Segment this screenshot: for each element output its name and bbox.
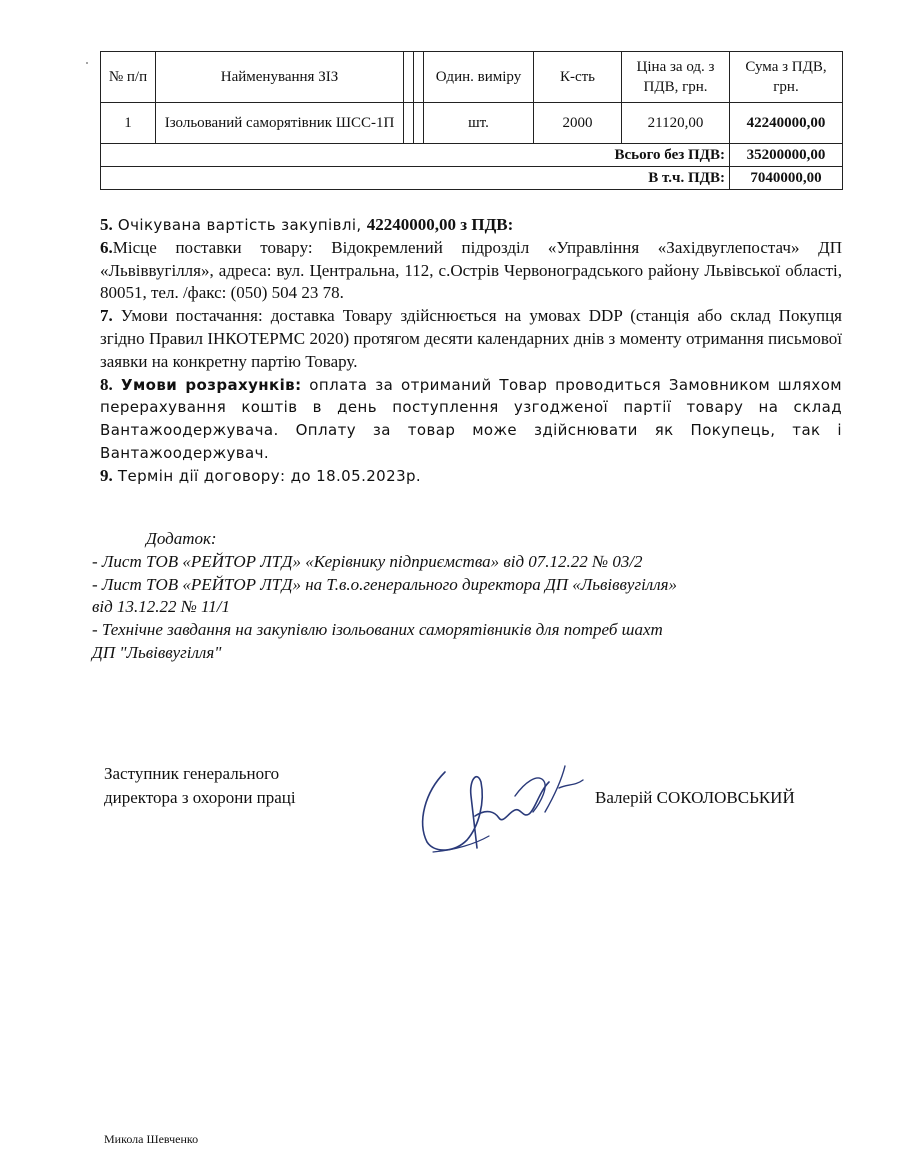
section-6-number: 6.	[100, 237, 113, 257]
contract-terms	[100, 214, 842, 488]
appendix-item: ДП "Львіввугілля"	[92, 642, 222, 662]
section-6	[100, 237, 842, 305]
cell-unit: шт.	[424, 103, 534, 144]
signatory-position-line-2: директора з охорони праці	[104, 788, 296, 807]
table-header-row	[101, 52, 843, 103]
vat-value: 7040000,00	[730, 167, 843, 190]
scan-speck	[86, 62, 88, 64]
section-7-number: 7.	[100, 306, 113, 326]
section-8-number: 8.	[100, 374, 113, 394]
section-8-text: оплата за отриманий Товар проводиться Замовником шляхом перерахування коштів в день поступлення узгодженої партії товару на склад Вантажоодержувача. Оплату за товар може здійснювати як Покупець, так і Вантажоодержувач.	[100, 375, 842, 462]
section-7-text: Умови постачання: доставка Товару здійснюється на умовах DDP (станція або склад Покупця згідно Правил ІНКОТЕРМС 2020) протягом десяти календарних днів з моменту отримання письмової заявки на конкретну партію Товару.	[100, 306, 842, 371]
items-table-wrapper	[100, 51, 842, 190]
total-without-vat-row	[101, 144, 843, 167]
header-sum: Сума з ПДВ, грн.	[730, 52, 843, 103]
appendix-title: Додаток:	[146, 529, 217, 548]
vat-row	[101, 167, 843, 190]
appendix-item: - Лист ТОВ «РЕЙТОР ЛТД» на Т.в.о.генерального директора ДП «Львіввугілля»	[92, 574, 678, 594]
vat-label: В т.ч. ПДВ:	[101, 167, 730, 190]
section-5-number: 5.	[100, 215, 113, 234]
cell-blank-1	[404, 103, 414, 144]
signatory-name: Валерій СОКОЛОВСЬКИЙ	[595, 788, 795, 807]
section-9	[100, 465, 842, 488]
cell-price: 21120,00	[622, 103, 730, 144]
items-table	[100, 51, 843, 190]
table-row	[101, 103, 843, 144]
header-unit: Один. виміру	[424, 52, 534, 103]
header-name: Найменування ЗІЗ	[156, 52, 404, 103]
total-without-vat-value: 35200000,00	[730, 144, 843, 167]
cell-blank-2	[414, 103, 424, 144]
document-author: Микола Шевченко	[104, 1132, 199, 1146]
header-num: № п/п	[101, 52, 156, 103]
signatory-position	[104, 762, 296, 810]
section-5-text: Очікувана вартість закупівлі,	[112, 216, 367, 234]
section-9-number: 9.	[100, 465, 113, 485]
appendix-item: - Лист ТОВ «РЕЙТОР ЛТД» «Керівнику підприємства» від 07.12.22 № 03/2	[92, 551, 643, 571]
appendix	[92, 528, 852, 665]
cell-num: 1	[101, 103, 156, 144]
section-8-label: Умови розрахунків:	[112, 375, 302, 394]
header-price: Ціна за од. з ПДВ, грн.	[622, 52, 730, 103]
appendix-item: від 13.12.22 № 11/1	[92, 597, 230, 617]
section-8	[100, 374, 842, 465]
cell-qty: 2000	[534, 103, 622, 144]
cell-sum: 42240000,00	[730, 103, 843, 144]
handwritten-signature	[415, 752, 595, 862]
header-qty: К-сть	[534, 52, 622, 103]
header-blank-2	[414, 52, 424, 103]
section-6-text: Місце поставки товару: Відокремлений підрозділ «Управління «Західвуглепостач» ДП «Львіввугілля», адреса: вул. Центральна, 112, с.Острів Червоноградського району Львівської області, 80051, тел. /факс: (050) 504 23 78.	[100, 237, 842, 303]
cell-name: Ізольований саморятівник ШСС-1П	[156, 103, 404, 144]
section-5	[100, 214, 842, 237]
appendix-item: - Технічне завдання на закупівлю ізольованих саморятівників для потреб шахт	[92, 620, 663, 640]
total-without-vat-label: Всього без ПДВ:	[101, 144, 730, 167]
section-7	[100, 305, 842, 373]
section-9-text: Термін дії договору: до 18.05.2023р.	[112, 466, 422, 485]
signatory-position-line-1: Заступник генерального	[104, 764, 280, 783]
header-blank-1	[404, 52, 414, 103]
section-5-value: 42240000,00 з ПДВ:	[366, 215, 514, 234]
